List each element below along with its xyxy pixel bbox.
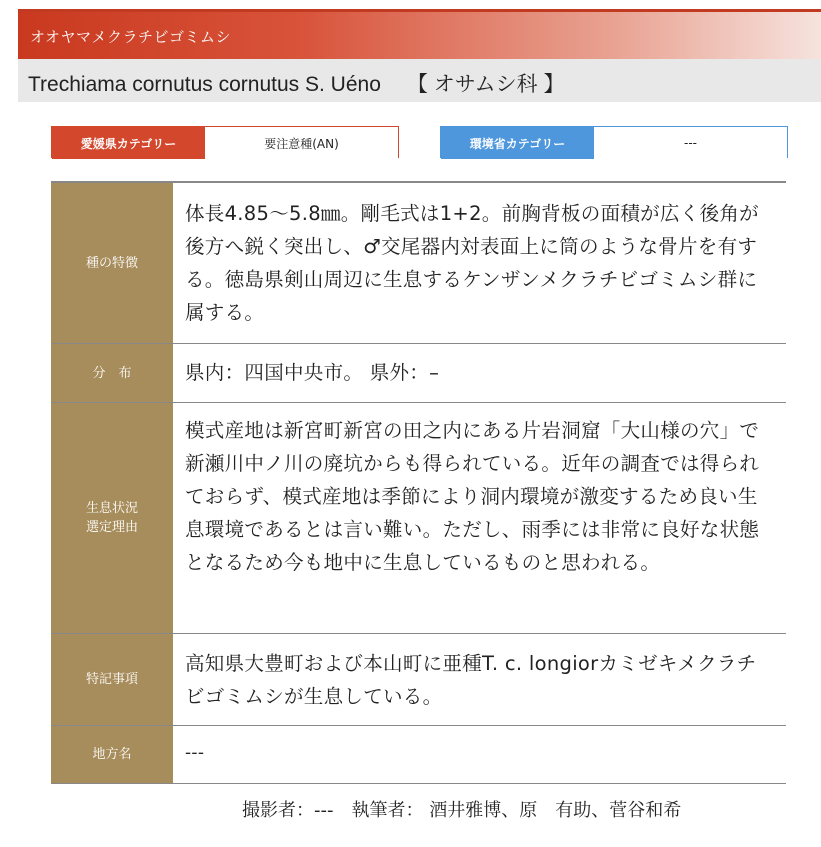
species-header bbox=[18, 9, 821, 59]
scientific-name-line bbox=[28, 68, 565, 98]
scientific-name: Trechiama cornutus cornutus S. Uéno bbox=[28, 73, 381, 96]
family-name: 【 オサムシ科 】 bbox=[406, 73, 565, 96]
row-text-distribution: 県内：四国中央市。 県外：– bbox=[185, 361, 440, 384]
row-text-local-name: --- bbox=[185, 743, 205, 763]
row-label-status: 生息状況 選定理由 bbox=[51, 403, 173, 633]
row-text-features: 体長4.85〜5.8㎜。剛毛式は1+2。前胸背板の面積が広く後角が後方へ鋭く突出し、♂交尾器内対表面上に筒のような骨片を有する。徳島県剣山周辺に生息するケンザンメクラチビゴミムシ群に属する。 bbox=[185, 202, 759, 324]
row-features bbox=[51, 183, 786, 344]
author-credit: 執筆者： 酒井雅博、原 有助、菅谷和希 bbox=[351, 800, 682, 821]
japanese-name: オオヤマメクラチビゴミムシ bbox=[30, 28, 232, 46]
row-label-distribution: 分 布 bbox=[51, 344, 173, 402]
row-distribution bbox=[51, 344, 786, 403]
row-status bbox=[51, 403, 786, 634]
credits bbox=[242, 796, 699, 822]
row-label-notes: 特記事項 bbox=[51, 634, 173, 725]
ehime-category-box bbox=[51, 126, 399, 158]
photographer-credit: 撮影者：--- bbox=[242, 800, 334, 821]
row-local-name bbox=[51, 726, 786, 784]
row-text-status: 模式産地は新宮町新宮の田之内にある片岩洞窟「大山様の穴」で新瀬川中ノ川の廃坑からも得られている。近年の調査では得られておらず、模式産地は季節により洞内環境が激変するため良い生息環境であるとは言い難い。ただし、雨季には非常に良好な状態となるため今も地中に生息しているものと思われる。 bbox=[185, 419, 760, 574]
row-text-notes: 高知県大豊町および本山町に亜種T. c. longiorカミゼキメクラチビゴミムシが生息している。 bbox=[185, 652, 757, 708]
species-info-table bbox=[51, 181, 786, 784]
env-category-box bbox=[440, 126, 788, 158]
row-label-features: 種の特徴 bbox=[51, 183, 173, 343]
row-label-local-name: 地方名 bbox=[51, 726, 173, 783]
ehime-category-value: 要注意種(AN) bbox=[205, 127, 398, 159]
scientific-name-bar bbox=[18, 59, 821, 102]
env-category-label: 環境省カテゴリー bbox=[441, 127, 594, 159]
ehime-category-label: 愛媛県カテゴリー bbox=[52, 127, 205, 159]
row-notes bbox=[51, 634, 786, 726]
env-category-value: --- bbox=[594, 127, 787, 159]
